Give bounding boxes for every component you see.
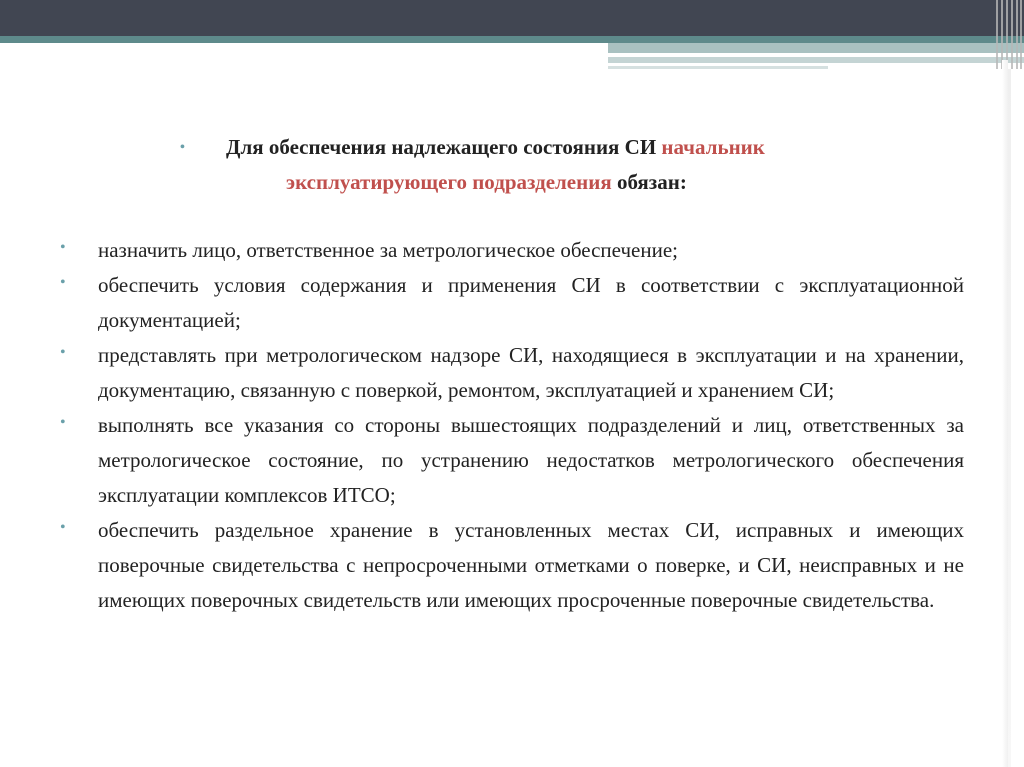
list-item xyxy=(60,338,964,408)
heading-highlight: начальник xyxy=(661,135,765,159)
bullet-icon: • xyxy=(60,274,66,291)
heading-text-2: обязан: xyxy=(611,170,687,194)
list-item xyxy=(60,268,964,338)
bullet-icon: • xyxy=(60,344,66,361)
header-decor-band xyxy=(608,43,1024,53)
list-item-text: обеспечить условия содержания и применения СИ в соответствии с эксплуатационной документацией; xyxy=(98,273,964,332)
heading-text: Для обеспечения надлежащего состояния СИ xyxy=(226,135,662,159)
bullet-icon: • xyxy=(60,414,66,431)
header-decor-stripes xyxy=(994,0,1024,69)
heading-line-2 xyxy=(286,165,687,200)
header-decor-band-3 xyxy=(608,66,828,69)
list-item-text: назначить лицо, ответственное за метрологическое обеспечение; xyxy=(98,238,678,262)
header-accent-band xyxy=(0,36,1024,43)
header-band xyxy=(0,0,1024,36)
bullet-icon: • xyxy=(60,519,66,536)
duties-list xyxy=(60,233,964,618)
bullet-icon: • xyxy=(60,239,66,256)
list-item xyxy=(60,408,964,513)
list-item-text: представлять при метрологическом надзоре СИ, находящиеся в эксплуатации и на хранении, документацию, связанную с поверкой, ремонтом, эксплуатацией и хранением СИ; xyxy=(98,343,964,402)
heading-highlight-2: эксплуатирующего подразделения xyxy=(286,170,612,194)
heading-line-1 xyxy=(226,130,765,165)
header-decor-band-2 xyxy=(608,57,1024,63)
list-item-text: выполнять все указания со стороны вышестоящих подразделений и лиц, ответственных за метрологическое состояние, по устранению недостатков метрологического обеспечения эксплуатации комплексов ИТСО; xyxy=(98,413,964,507)
list-item xyxy=(60,513,964,618)
slide-edge-line xyxy=(1008,69,1011,767)
heading-bullet: • xyxy=(180,140,185,155)
list-item-text: обеспечить раздельное хранение в установленных местах СИ, исправных и имеющих поверочные свидетельства с непросроченными отметками о поверке, и СИ, неисправных и не имеющих поверочных свидетельств или имеющих просроченные поверочные свидетельства. xyxy=(98,518,964,612)
list-item xyxy=(60,233,964,268)
